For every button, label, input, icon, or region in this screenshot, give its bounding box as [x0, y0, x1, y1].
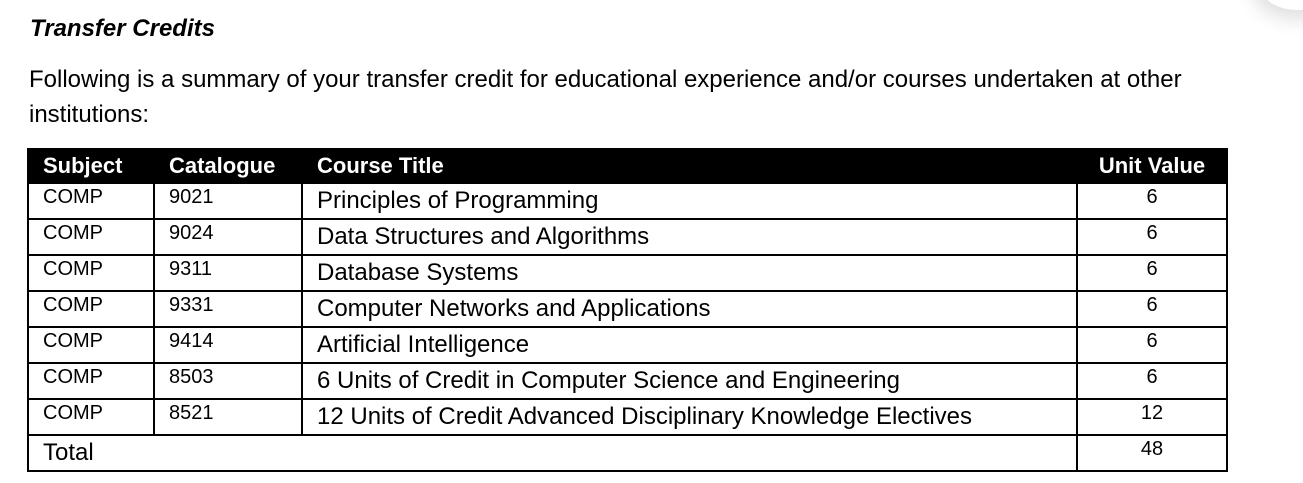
total-unit-value: 48 — [1077, 435, 1227, 471]
cell-unit-value: 12 — [1077, 399, 1227, 435]
cell-subject: COMP — [28, 291, 154, 327]
transfer-credits-table — [27, 148, 1228, 472]
table-row — [28, 327, 1227, 363]
total-label: Total — [28, 435, 1077, 471]
header-unit-value: Unit Value — [1077, 149, 1227, 183]
cell-unit-value: 6 — [1077, 291, 1227, 327]
cell-course-title: Database Systems — [302, 255, 1077, 291]
cell-catalogue: 9414 — [154, 327, 302, 363]
header-course-title: Course Title — [302, 149, 1077, 183]
total-row — [28, 435, 1227, 471]
table-row — [28, 363, 1227, 399]
cell-unit-value: 6 — [1077, 255, 1227, 291]
cell-subject: COMP — [28, 255, 154, 291]
table-body — [28, 183, 1227, 471]
table-row — [28, 291, 1227, 327]
section-heading: Transfer Credits — [30, 15, 215, 42]
cell-subject: COMP — [28, 327, 154, 363]
cell-subject: COMP — [28, 363, 154, 399]
cell-unit-value: 6 — [1077, 183, 1227, 219]
cell-course-title: Principles of Programming — [302, 183, 1077, 219]
cell-unit-value: 6 — [1077, 219, 1227, 255]
intro-paragraph: Following is a summary of your transfer credit for educational experience and/or courses undertaken at other institutions: — [29, 66, 1182, 128]
cell-subject: COMP — [28, 399, 154, 435]
header-row — [28, 149, 1227, 183]
cell-catalogue: 9331 — [154, 291, 302, 327]
cell-catalogue: 9021 — [154, 183, 302, 219]
corner-shadow — [1263, 0, 1303, 10]
table-header — [28, 149, 1227, 183]
cell-course-title: 12 Units of Credit Advanced Disciplinary Knowledge Electives — [302, 399, 1077, 435]
cell-catalogue: 9024 — [154, 219, 302, 255]
header-catalogue: Catalogue — [154, 149, 302, 183]
table-row — [28, 255, 1227, 291]
cell-course-title: Artificial Intelligence — [302, 327, 1077, 363]
cell-course-title: 6 Units of Credit in Computer Science and Engineering — [302, 363, 1077, 399]
cell-course-title: Computer Networks and Applications — [302, 291, 1077, 327]
cell-catalogue: 8521 — [154, 399, 302, 435]
cell-subject: COMP — [28, 219, 154, 255]
header-subject: Subject — [28, 149, 154, 183]
table-row — [28, 219, 1227, 255]
cell-course-title: Data Structures and Algorithms — [302, 219, 1077, 255]
cell-unit-value: 6 — [1077, 327, 1227, 363]
cell-catalogue: 9311 — [154, 255, 302, 291]
table-row — [28, 399, 1227, 435]
cell-unit-value: 6 — [1077, 363, 1227, 399]
cell-subject: COMP — [28, 183, 154, 219]
table-row — [28, 183, 1227, 219]
cell-catalogue: 8503 — [154, 363, 302, 399]
